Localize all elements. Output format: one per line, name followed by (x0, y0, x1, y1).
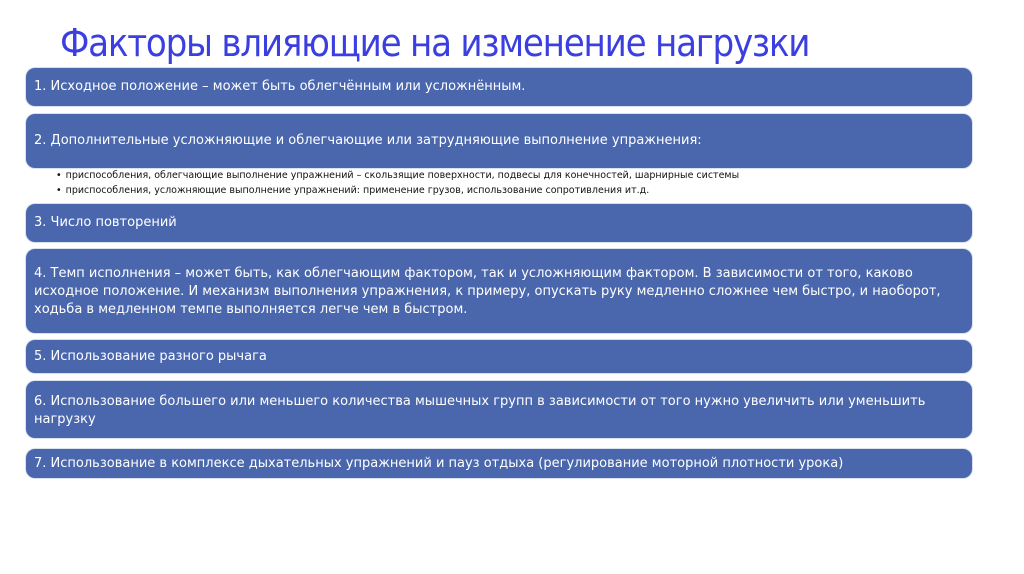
factor-text-7: 7. Использование в комплексе дыхательных упражнений и пауз отдыха (регулирование моторной плотности урока) (34, 455, 844, 471)
factor-box-2 (26, 114, 972, 168)
slide-title: Факторы влияющие на изменение нагрузки (60, 21, 810, 65)
factor-text-1: 1. Исходное положение – может быть облегчённым или усложнённым. (34, 79, 526, 94)
factor-box-3 (26, 204, 972, 242)
factor-box-1 (26, 68, 972, 106)
sub-bullet-item: • приспособления, облегчающие выполнение упражнений – скользящие поверхности, подвесы для конечностей, шарнирные системы (56, 168, 739, 183)
factor-box-5 (26, 340, 972, 373)
factor-text-2: 2. Дополнительные усложняющие и облегчающие или затрудняющие выполнение упражнения: (34, 133, 702, 148)
factor-text-6: 6. Использование большего или меньшего количества мышечных групп в зависимости от того нужно увеличить или уменьшить нагрузку (34, 394, 926, 427)
factor-2-sub-bullets (56, 168, 739, 198)
factor-box-7 (26, 449, 972, 478)
factor-box-4 (26, 249, 972, 333)
factor-text-4: 4. Темп исполнения – может быть, как облегчающим фактором, так и усложняющим фактором. В зависимости от того, каково исходное положение. И механизм выполнения упражнения, к примеру, опускать руку медленно сложнее чем быстро, и наоборот, ходьба в медленном темпе выполняется легче чем в быстром. (34, 266, 941, 317)
factor-box-6 (26, 381, 972, 438)
sub-bullet-item: • приспособления, усложняющие выполнение упражнений: применение грузов, использование сопротивления ит.д. (56, 183, 739, 198)
factor-text-3: 3. Число повторений (34, 215, 177, 230)
factor-text-5: 5. Использование разного рычага (34, 348, 267, 364)
